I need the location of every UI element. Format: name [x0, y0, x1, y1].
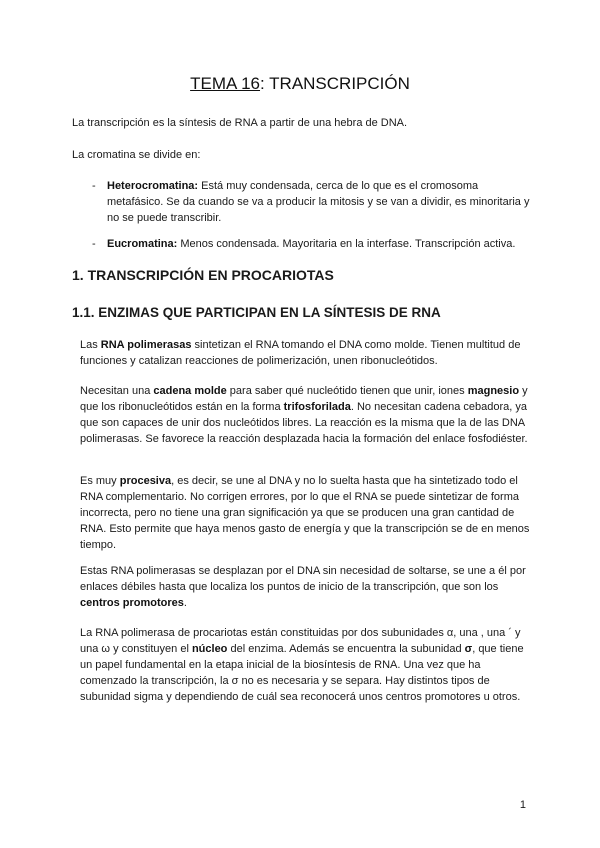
cromatina-intro: La cromatina se divide en: — [72, 149, 201, 161]
page-number: 1 — [519, 799, 526, 811]
paragraph-cadena-molde — [72, 383, 536, 447]
paragraph-centros-promotores — [72, 563, 536, 611]
text-run: Estas RNA polimerasas se desplazan por el DNA sin necesidad de soltarse, se une a él por enlaces débiles hasta que localiza los puntos de inicio de la transcripción, que son los — [80, 565, 526, 593]
bullet-text: Menos condensada. Mayoritaria en la interfase. Transcripción activa. — [177, 238, 516, 250]
text-run: Es muy — [80, 475, 120, 487]
text-run: Necesitan una — [80, 385, 154, 397]
bold-term: centros promotores — [80, 597, 184, 609]
bullet-term: Heterocromatina: — [107, 180, 199, 192]
paragraph-rna-polimerasas — [72, 337, 536, 369]
bullet-term: Eucromatina: — [107, 238, 178, 250]
text-run: y que los ribonucleótidos están en la forma — [80, 385, 528, 413]
bold-term: RNA polimerasas — [100, 339, 192, 351]
text-run: para saber qué nucleótido tienen que unir, iones — [226, 385, 468, 397]
bold-term: procesiva — [119, 475, 172, 487]
text-run: . No necesitan cadena cebadora, ya que son capaces de unir dos nucleótidos libres. La reacción es la misma que la de las DNA polimerasas. Se favorece la reacción desplazada hacia la formación del enlace fosfodiéster. — [80, 401, 528, 445]
text-run: , una — [480, 627, 509, 639]
title-topic-name: : TRANSCRIPCIÓN — [260, 74, 410, 93]
greek-symbol: α — [446, 627, 454, 639]
text-run: sintetizan el RNA tomando el DNA como molde. Tienen multitud de funciones y catalizan reacciones de polimerización, unen ribonucleótidos. — [80, 339, 521, 367]
bullet-marker: - — [92, 180, 96, 192]
paragraph-procesiva — [72, 473, 536, 553]
bullet-marker: - — [92, 238, 96, 250]
bold-term: núcleo — [191, 643, 228, 655]
text-run: . — [183, 597, 187, 609]
page-title — [0, 74, 600, 94]
bullet-heterocromatina — [107, 178, 532, 226]
text-run: , una — [453, 627, 481, 639]
bullet-text: Está muy condensada, cerca de lo que es el cromosoma metafásico. Se da cuando se va a producir la mitosis y se van a dividir, es minoritaria y no se puede transcribir. — [107, 180, 530, 224]
text-run: La RNA polimerasa de procariotas están constituidas por dos subunidades — [80, 627, 447, 639]
bold-term: magnesio — [467, 385, 520, 397]
text-run: , es decir, se une al DNA y no lo suelta hasta que ha sintetizado todo el RNA complementario. No corrigen errores, por lo que el RNA se puede sintetizar de forma incorrecta, pero no tiene una gran significación ya que se producen una gran cantidad de RNA. Esto permite que haya menos gasto de energía y que la transcripción se de en menos tiempo. — [80, 475, 530, 551]
bold-term: σ — [464, 643, 473, 655]
section-heading-1-1: 1.1. ENZIMAS QUE PARTICIPAN EN LA SÍNTESIS DE RNA — [72, 305, 441, 320]
section-heading-1: 1. TRANSCRIPCIÓN EN PROCARIOTAS — [72, 267, 334, 283]
prime-symbol: ´ — [508, 627, 512, 639]
intro-paragraph: La transcripción es la síntesis de RNA a partir de una hebra de DNA. — [72, 117, 408, 129]
title-topic-number: TEMA 16 — [190, 74, 261, 93]
text-run: y constituyen el — [110, 643, 192, 655]
text-run: del enzima. Además se encuentra la subunidad — [227, 643, 465, 655]
text-run: , que tiene un papel fundamental en la etapa inicial de la biosíntesis de RNA. Una vez que ha comenzado la transcripción, la σ no es necesaria y se separa. Hay distintos tipos de subunidad sigma y dependiendo de cuál sea reconocerá unos centros promotores u otros. — [80, 643, 524, 703]
paragraph-subunidades — [72, 625, 536, 705]
bold-term: cadena molde — [153, 385, 227, 397]
text-run: Las — [80, 339, 101, 351]
bold-term: trifosforilada — [283, 401, 351, 413]
bullet-eucromatina — [107, 236, 532, 252]
text-run: y una — [80, 627, 521, 655]
greek-symbol: ω — [101, 643, 111, 655]
